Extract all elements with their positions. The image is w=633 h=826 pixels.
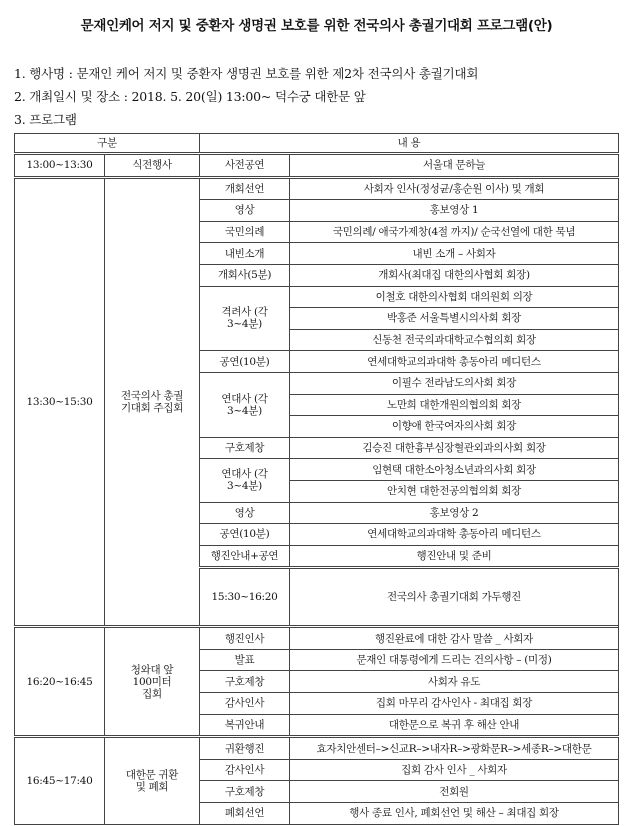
item-cell: 감사인사	[200, 759, 290, 781]
detail-cell: 행진안내 및 준비	[290, 545, 619, 568]
info-program-heading: 3. 프로그램	[14, 112, 77, 127]
header-content: 내 용	[200, 134, 619, 154]
table-row	[15, 737, 619, 760]
detail-cell: 연세대학교의과대학 총동아리 메디턴스	[290, 524, 619, 546]
item-cell: 구호제창	[200, 671, 290, 693]
item-cell: 구호제창	[200, 781, 290, 803]
table-row	[15, 177, 619, 200]
detail-cell: 안치현 대한전공의협의회 회장	[290, 480, 619, 502]
item-cell: 폐회선언	[200, 803, 290, 825]
item-cell: 연대사 (각 3~4분)	[200, 459, 290, 502]
time-cell: 13:00~13:30	[15, 154, 105, 178]
item-cell: 영상	[200, 200, 290, 222]
time-cell: 16:20~16:45	[15, 627, 105, 737]
item-cell: 귀환행진	[200, 737, 290, 760]
item-cell: 영상	[200, 502, 290, 524]
detail-cell: 서울대 문하늘	[290, 154, 619, 178]
item-cell: 공연(10분)	[200, 524, 290, 546]
item-cell: 개회사(5분)	[200, 264, 290, 286]
header-gubun: 구분	[15, 134, 200, 154]
item-cell: 사전공연	[200, 154, 290, 178]
info-date-place: 2. 개최일시 및 장소 : 2018. 5. 20(일) 13:00~ 덕수궁 대한문 앞	[14, 89, 366, 104]
time-cell: 13:30~15:30	[15, 177, 105, 627]
detail-cell: 내빈 소개 – 사회자	[290, 243, 619, 265]
detail-cell: 이향애 한국여자의사회 회장	[290, 416, 619, 438]
detail-cell: 대한문으로 복귀 후 해산 안내	[290, 714, 619, 737]
item-cell: 구호제창	[200, 437, 290, 459]
detail-cell: 개회사(최대집 대한의사협회 회장)	[290, 264, 619, 286]
detail-cell: 행진완료에 대한 감사 말씀 _ 사회자	[290, 627, 619, 650]
item-cell: 감사인사	[200, 693, 290, 715]
detail-cell: 행사 종료 인사, 폐회선언 및 해산 – 최대집 회장	[290, 803, 619, 825]
item-cell: 행진안내+공연	[200, 545, 290, 568]
detail-cell: 이철호 대한의사협회 대의원회 의장	[290, 286, 619, 308]
group-name-cell: 전국의사 총궐기대회 가두행진	[290, 568, 619, 627]
time-cell: 16:45~17:40	[15, 737, 105, 824]
detail-cell: 사회자 인사(정성균/홍순원 이사) 및 개회	[290, 177, 619, 200]
detail-cell: 노만희 대한개원의협의회 회장	[290, 394, 619, 416]
detail-cell: 효자치안센터–>신교R–>내자R–>광화문R–>세종R–>대한문	[290, 737, 619, 760]
group-name-cell: 전국의사 총궐기대회 주집회	[105, 177, 200, 627]
detail-cell: 박홍준 서울특별시의사회 회장	[290, 308, 619, 330]
detail-cell: 국민의례/ 애국가제창(4절 까지)/ 순국선열에 대한 묵념	[290, 221, 619, 243]
item-cell: 국민의례	[200, 221, 290, 243]
table-header-row	[15, 134, 619, 154]
table-row	[15, 154, 619, 178]
detail-cell: 문재인 대통령에게 드리는 건의사항 – (미정)	[290, 649, 619, 671]
item-cell: 복귀안내	[200, 714, 290, 737]
group-name-cell: 청와대 앞 100미터 집회	[105, 627, 200, 737]
program-table	[14, 133, 619, 825]
info-event-name: 1. 행사명 : 문재인 케어 저지 및 중환자 생명권 보호를 위한 제2차 전국의사 총궐기대회	[14, 66, 479, 81]
group-name-cell: 식전행사	[105, 154, 200, 178]
detail-cell: 이필수 전라남도의사회 회장	[290, 372, 619, 394]
time-cell: 15:30~16:20	[200, 568, 290, 627]
item-cell: 연대사 (각 3~4분)	[200, 372, 290, 437]
detail-cell: 집회 마무리 감사인사 - 최대집 회장	[290, 693, 619, 715]
detail-cell: 신동천 전국의과대학교수협의회 회장	[290, 329, 619, 351]
detail-cell: 김승진 대한흉부심장혈관외과의사회 회장	[290, 437, 619, 459]
detail-cell: 홍보영상 2	[290, 502, 619, 524]
item-cell: 행진인사	[200, 627, 290, 650]
item-cell: 발표	[200, 649, 290, 671]
item-cell: 내빈소개	[200, 243, 290, 265]
detail-cell: 연세대학교의과대학 총동아리 메디턴스	[290, 351, 619, 373]
detail-cell: 임현택 대한소아청소년과의사회 회장	[290, 459, 619, 481]
detail-cell: 전회원	[290, 781, 619, 803]
document-title: 문재인케어 저지 및 중환자 생명권 보호를 위한 전국의사 총궐기대회 프로그램(안)	[80, 18, 553, 34]
table-row	[15, 627, 619, 650]
item-cell: 개회선언	[200, 177, 290, 200]
item-cell: 격려사 (각 3~4분)	[200, 286, 290, 351]
detail-cell: 사회자 유도	[290, 671, 619, 693]
detail-cell: 집회 감사 인사 _ 사회자	[290, 759, 619, 781]
detail-cell: 홍보영상 1	[290, 200, 619, 222]
group-name-cell: 대한문 귀환 및 폐회	[105, 737, 200, 824]
item-cell: 공연(10분)	[200, 351, 290, 373]
